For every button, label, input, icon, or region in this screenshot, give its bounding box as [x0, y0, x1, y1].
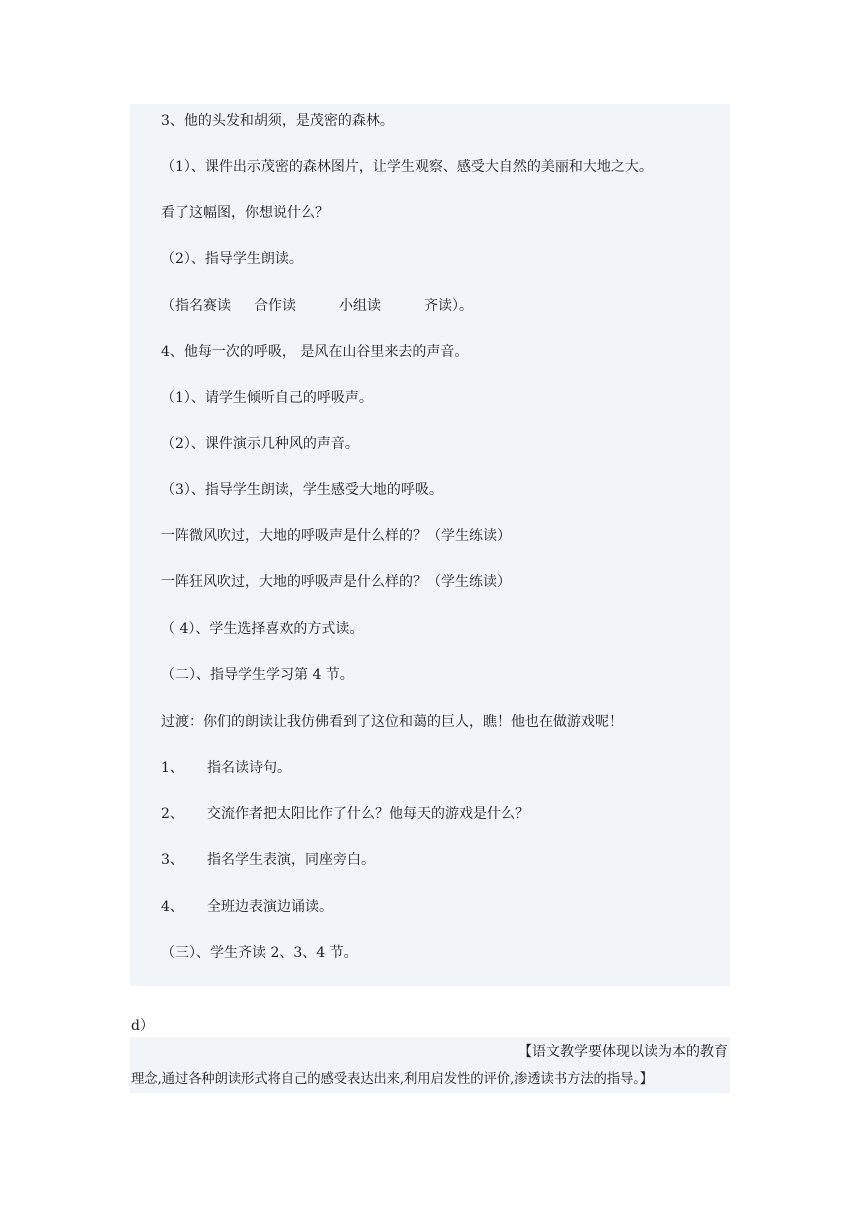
item4-step4: （ 4）、学生选择喜欢的方式读。 — [161, 621, 364, 637]
reading-mode-item: 齐读）。 — [424, 298, 473, 314]
list-item — [161, 805, 529, 823]
item3-step1: （1）、课件出示茂密的森林图片，让学生观察、感受大自然的美丽和大地之大。 — [161, 159, 653, 175]
list-item — [161, 851, 375, 869]
teaching-note-line2: 理念,通过各种朗读形式将自己的感受表达出来,利用启发性的评价,渗透读书方法的指导。】 — [131, 1072, 654, 1087]
reading-modes — [161, 297, 473, 315]
item3-question: 看了这幅图，你想说什么？ — [161, 205, 329, 221]
transition-text: 过渡：你们的朗读让我仿佛看到了这位和蔼的巨人，瞧！他也在做游戏呢！ — [161, 714, 623, 730]
list-item-number: 4、 — [161, 899, 184, 915]
reading-mode-item: （指名赛读 — [161, 298, 231, 314]
list-item-text: 指名学生表演，同座旁白。 — [207, 852, 375, 868]
reading-mode-item: 合作读 — [254, 298, 296, 314]
breeze-question: 一阵微风吹过，大地的呼吸声是什么样的？（学生练读） — [161, 528, 511, 544]
item4-step1: （1）、请学生倾听自己的呼吸声。 — [161, 390, 373, 406]
item4-step3: （3）、指导学生朗读，学生感受大地的呼吸。 — [161, 482, 443, 498]
list-item-text: 全班边表演边诵读。 — [207, 899, 333, 915]
stray-text: d） — [131, 1018, 154, 1034]
section2-heading: （二）、指导学生学习第 4 节。 — [161, 667, 354, 683]
reading-mode-item: 小组读 — [339, 298, 381, 314]
item4-heading: 4、他每一次的呼吸， 是风在山谷里来去的声音。 — [161, 344, 469, 360]
list-item — [161, 759, 291, 777]
list-item — [161, 898, 333, 916]
gale-question: 一阵狂风吹过，大地的呼吸声是什么样的？（学生练读） — [161, 574, 511, 590]
section3-heading: （三）、学生齐读 2、3、4 节。 — [161, 945, 358, 961]
list-item-number: 1、 — [161, 760, 184, 776]
item3-heading: 3、他的头发和胡须，是茂密的森林。 — [161, 113, 394, 129]
list-item-number: 3、 — [161, 852, 184, 868]
item3-step2: （2）、指导学生朗读。 — [161, 251, 303, 267]
item4-step2: （2）、课件演示几种风的声音。 — [161, 436, 359, 452]
list-item-text: 交流作者把太阳比作了什么？他每天的游戏是什么？ — [207, 806, 529, 822]
teaching-note-line1: 【语文教学要体现以读为本的教育 — [518, 1044, 728, 1060]
list-item-text: 指名读诗句。 — [207, 760, 291, 776]
list-item-number: 2、 — [161, 806, 184, 822]
